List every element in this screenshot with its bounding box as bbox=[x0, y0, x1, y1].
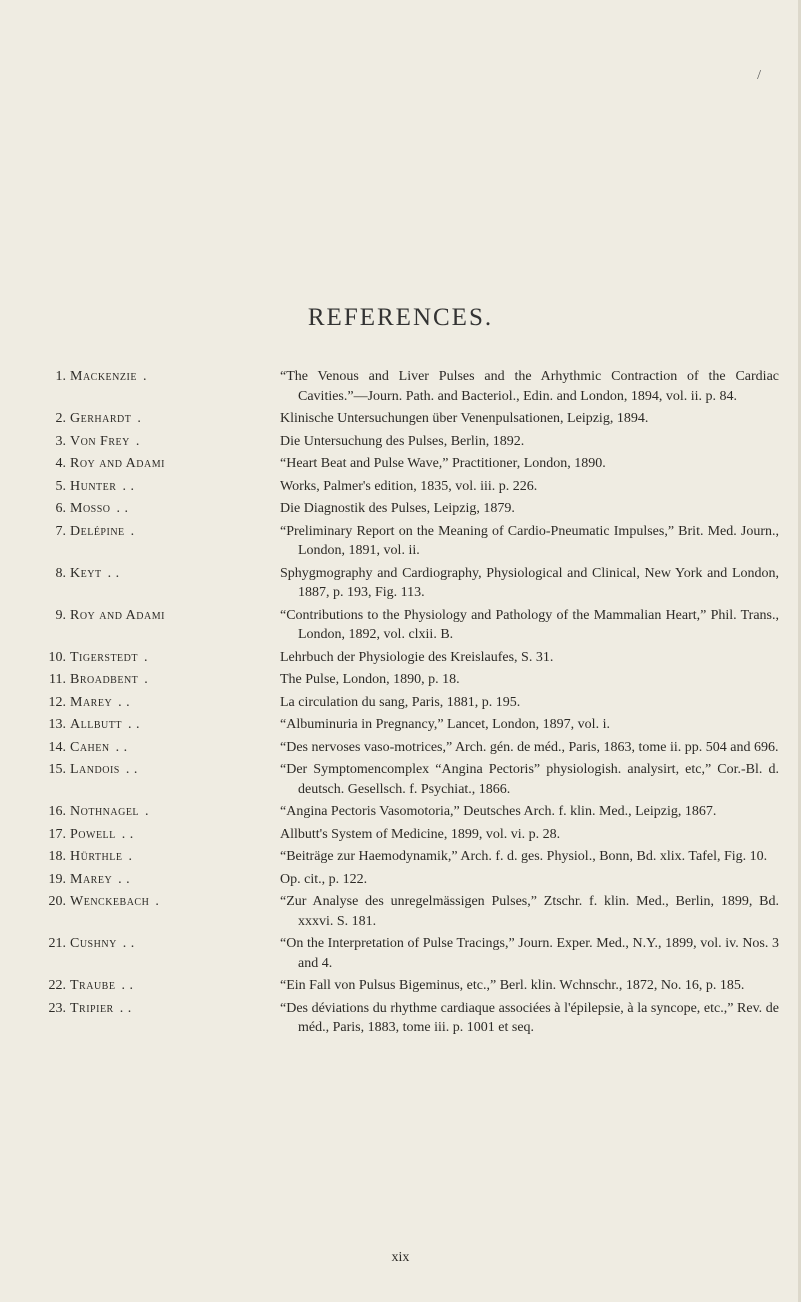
reference-leader-dots: . . bbox=[107, 565, 120, 581]
reference-number: 1. bbox=[55, 369, 66, 384]
reference-citation: “Des déviations du rhythme cardiaque associées à l'épilepsie, à la syncope, etc.,” Rev. de méd., Paris, 1883, tome iii. p. 1001 et seq. bbox=[280, 1000, 779, 1035]
reference-author bbox=[70, 715, 280, 735]
reference-author bbox=[70, 999, 280, 1038]
reference-number: 19. bbox=[48, 871, 66, 887]
reference-leader-dots: . . bbox=[122, 478, 135, 494]
reference-leader-dots: . bbox=[137, 411, 142, 426]
reference-entry bbox=[44, 670, 779, 690]
reference-leader-dots: . . bbox=[118, 694, 131, 710]
reference-citation: “Contributions to the Physiology and Pathology of the Mammalian Heart,” Phil. Trans., London, 1892, vol. clxii. B. bbox=[280, 607, 779, 642]
reference-leader-dots: . . bbox=[122, 936, 135, 951]
reference-author bbox=[70, 648, 280, 668]
reference-entry bbox=[44, 367, 779, 406]
reference-citation: “On the Interpretation of Pulse Tracings,” Journ. Exper. Med., N.Y., 1899, vol. iv. Nos. 3 and 4. bbox=[280, 936, 779, 971]
reference-author bbox=[70, 825, 280, 845]
reference-number: 12. bbox=[48, 694, 66, 710]
reference-citation: “Beiträge zur Haemodynamik,” Arch. f. d. ges. Physiol., Bonn, Bd. xlix. Tafel, Fig. 10. bbox=[280, 849, 768, 864]
reference-author bbox=[70, 802, 280, 822]
reference-author-name: Tigerstedt bbox=[70, 649, 138, 665]
reference-leader-dots: . bbox=[142, 369, 147, 384]
reference-citation: Die Diagnostik des Pulses, Leipzig, 1879. bbox=[280, 501, 515, 516]
reference-entry bbox=[44, 477, 779, 497]
reference-author-name: Allbutt bbox=[70, 717, 122, 732]
reference-author-name: Gerhardt bbox=[70, 411, 132, 426]
reference-entry bbox=[44, 999, 779, 1038]
reference-leader-dots: . . bbox=[121, 826, 134, 842]
reference-entry bbox=[44, 499, 779, 519]
reference-entry bbox=[44, 715, 779, 735]
corner-mark: / bbox=[757, 68, 761, 83]
reference-number: 8. bbox=[55, 565, 66, 581]
reference-author-name: Hunter bbox=[70, 478, 117, 494]
reference-citation: “Ein Fall von Pulsus Bigeminus, etc.,” Berl. klin. Wchnschr., 1872, No. 16, p. 185. bbox=[280, 978, 745, 993]
reference-entry bbox=[44, 606, 779, 645]
reference-number: 3. bbox=[55, 433, 66, 449]
reference-number: 4. bbox=[55, 456, 66, 471]
reference-entry bbox=[44, 760, 779, 799]
reference-leader-dots: . . bbox=[116, 501, 129, 516]
reference-leader-dots: . . bbox=[115, 739, 128, 755]
reference-leader-dots: . bbox=[144, 672, 149, 687]
reference-entry bbox=[44, 847, 779, 867]
reference-entry bbox=[44, 693, 779, 713]
reference-number: 22. bbox=[48, 978, 66, 993]
reference-author bbox=[70, 976, 280, 996]
reference-author-name: Keyt bbox=[70, 565, 102, 581]
reference-author-name: Wenckebach bbox=[70, 894, 150, 909]
reference-author-name: Cahen bbox=[70, 739, 110, 755]
reference-author bbox=[70, 499, 280, 519]
reference-number: 2. bbox=[55, 411, 66, 426]
reference-leader-dots: . bbox=[145, 804, 150, 819]
reference-citation: Lehrbuch der Physiologie des Kreislaufes, S. 31. bbox=[280, 649, 554, 665]
reference-author-name: Roy and Adami bbox=[70, 607, 165, 623]
reference-leader-dots: . . bbox=[119, 1000, 132, 1016]
reference-citation: “Preliminary Report on the Meaning of Cardio-Pneumatic Impulses,” Brit. Med. Journ., London, 1891, vol. ii. bbox=[280, 523, 779, 558]
reference-leader-dots: . bbox=[135, 433, 140, 449]
reference-citation: “Angina Pectoris Vasomotoria,” Deutsches Arch. f. klin. Med., Leipzig, 1867. bbox=[280, 804, 717, 819]
page-number: xix bbox=[391, 1250, 410, 1265]
reference-number: 11. bbox=[49, 672, 66, 687]
reference-citation: “The Venous and Liver Pulses and the Arhythmic Contraction of the Cardiac Cavities.”—Journ. Path. and Bacteriol., Edin. and London, 1894, vol. ii. p. 84. bbox=[280, 369, 779, 404]
reference-author-name: Nothnagel bbox=[70, 804, 140, 819]
reference-number: 13. bbox=[48, 717, 66, 732]
reference-number: 20. bbox=[48, 894, 66, 909]
reference-author-name: Landois bbox=[70, 762, 120, 777]
reference-leader-dots: . . bbox=[121, 978, 134, 993]
reference-author-name: Cushny bbox=[70, 936, 117, 951]
reference-author-name: Hürthle bbox=[70, 849, 123, 864]
reference-author bbox=[70, 760, 280, 799]
reference-number: 15. bbox=[48, 762, 66, 777]
reference-number: 10. bbox=[48, 649, 66, 665]
reference-entry bbox=[44, 409, 779, 429]
reference-number: 23. bbox=[48, 1000, 66, 1016]
reference-entry bbox=[44, 454, 779, 474]
page-title: REFERENCES. bbox=[307, 304, 494, 331]
reference-number: 14. bbox=[48, 739, 66, 755]
reference-citation: Sphygmography and Cardiography, Physiological and Clinical, New York and London, 1887, p. 193, Fig. 113. bbox=[280, 565, 779, 600]
reference-author-name: Traube bbox=[70, 978, 116, 993]
reference-author bbox=[70, 564, 280, 603]
reference-leader-dots: . . bbox=[118, 871, 131, 887]
reference-citation: “Des nervoses vaso-motrices,” Arch. gén. de méd., Paris, 1863, tome ii. pp. 504 and 696. bbox=[280, 739, 779, 755]
reference-author bbox=[70, 367, 280, 406]
reference-author bbox=[70, 693, 280, 713]
reference-entry bbox=[44, 432, 779, 452]
reference-citation: Die Untersuchung des Pulses, Berlin, 1892. bbox=[280, 433, 525, 449]
reference-citation: Works, Palmer's edition, 1835, vol. iii. p. 226. bbox=[280, 478, 538, 494]
reference-leader-dots: . bbox=[130, 523, 135, 539]
reference-number: 17. bbox=[48, 826, 66, 842]
reference-citation: Klinische Untersuchungen über Venenpulsationen, Leipzig, 1894. bbox=[280, 411, 649, 426]
reference-entry bbox=[44, 870, 779, 890]
reference-author bbox=[70, 870, 280, 890]
reference-citation: “Der Symptomencomplex “Angina Pectoris” physiologish. analysirt, etc,” Cor.-Bl. d. deutsch. Gesellsch. f. Psychiat., 1866. bbox=[280, 762, 779, 797]
reference-author bbox=[70, 409, 280, 429]
reference-entry bbox=[44, 522, 779, 561]
reference-entry bbox=[44, 825, 779, 845]
reference-entry bbox=[44, 564, 779, 603]
reference-author bbox=[70, 606, 280, 645]
reference-number: 18. bbox=[48, 849, 66, 864]
reference-author-name: Broadbent bbox=[70, 672, 139, 687]
reference-author-name: Von Frey bbox=[70, 433, 130, 449]
reference-number: 6. bbox=[55, 501, 66, 516]
reference-entry bbox=[44, 648, 779, 668]
reference-citation: The Pulse, London, 1890, p. 18. bbox=[280, 672, 460, 687]
reference-leader-dots: . bbox=[155, 894, 160, 909]
reference-leader-dots: . bbox=[144, 649, 148, 665]
reference-author bbox=[70, 522, 280, 561]
reference-author bbox=[70, 934, 280, 973]
reference-author bbox=[70, 432, 280, 452]
reference-entry bbox=[44, 738, 779, 758]
reference-citation: La circulation du sang, Paris, 1881, p. 195. bbox=[280, 694, 521, 710]
reference-entry bbox=[44, 934, 779, 973]
reference-author bbox=[70, 454, 280, 474]
reference-list bbox=[44, 367, 779, 1041]
reference-leader-dots: . . bbox=[125, 762, 138, 777]
reference-author-name: Mackenzie bbox=[70, 369, 137, 384]
reference-author-name: Roy and Adami bbox=[70, 456, 165, 471]
reference-author-name: Marey bbox=[70, 694, 113, 710]
reference-number: 16. bbox=[48, 804, 66, 819]
reference-author bbox=[70, 847, 280, 867]
reference-citation: Op. cit., p. 122. bbox=[280, 871, 368, 887]
reference-author-name: Mosso bbox=[70, 501, 111, 516]
reference-author-name: Tripier bbox=[70, 1000, 114, 1016]
reference-author-name: Powell bbox=[70, 826, 116, 842]
reference-entry bbox=[44, 802, 779, 822]
reference-author bbox=[70, 892, 280, 931]
reference-leader-dots: . . bbox=[127, 717, 140, 732]
reference-number: 7. bbox=[55, 523, 66, 539]
reference-leader-dots: . bbox=[128, 849, 133, 864]
reference-entry bbox=[44, 976, 779, 996]
reference-author bbox=[70, 477, 280, 497]
reference-number: 9. bbox=[55, 607, 66, 623]
reference-number: 5. bbox=[55, 478, 66, 494]
reference-citation: “Zur Analyse des unregelmässigen Pulses,” Ztschr. f. klin. Med., Berlin, 1899, Bd. xxxvi. S. 181. bbox=[280, 894, 779, 929]
reference-author bbox=[70, 670, 280, 690]
reference-citation: “Heart Beat and Pulse Wave,” Practitioner, London, 1890. bbox=[280, 456, 606, 471]
reference-number: 21. bbox=[48, 936, 66, 951]
reference-entry bbox=[44, 892, 779, 931]
reference-author bbox=[70, 738, 280, 758]
reference-author-name: Delépine bbox=[70, 523, 125, 539]
reference-citation: “Albuminuria in Pregnancy,” Lancet, London, 1897, vol. i. bbox=[280, 717, 610, 732]
reference-author-name: Marey bbox=[70, 871, 113, 887]
reference-citation: Allbutt's System of Medicine, 1899, vol. vi. p. 28. bbox=[280, 826, 561, 842]
